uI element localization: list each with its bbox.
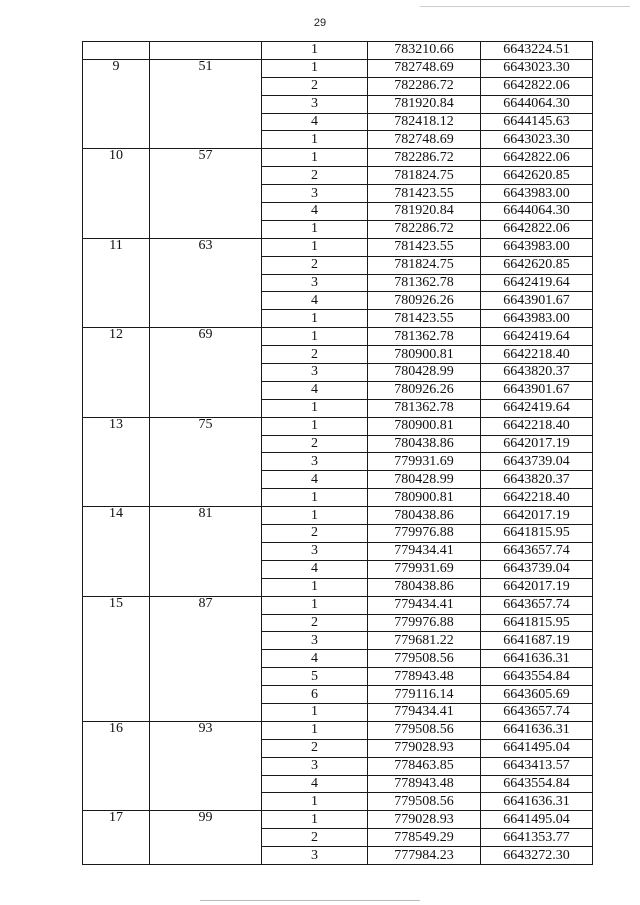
x-coordinate-cell: 780438.86: [368, 507, 481, 525]
point-number-cell: 1: [262, 328, 368, 346]
x-coordinate-cell: 779681.22: [368, 632, 481, 650]
x-coordinate-cell: 779508.56: [368, 793, 481, 811]
x-coordinate-cell: 782286.72: [368, 149, 481, 167]
point-number-cell: 1: [262, 220, 368, 238]
table-row: [83, 328, 593, 346]
x-coordinate-cell: 779976.88: [368, 614, 481, 632]
x-coordinate-cell: 780900.81: [368, 346, 481, 364]
point-number-cell: 2: [262, 435, 368, 453]
y-coordinate-cell: 6643739.04: [481, 560, 593, 578]
point-number-cell: 4: [262, 775, 368, 793]
point-number-cell: 4: [262, 471, 368, 489]
lot-id-cell: 81: [150, 507, 262, 596]
point-number-cell: 1: [262, 703, 368, 721]
coordinates-table: [82, 41, 593, 865]
table-row: [83, 507, 593, 525]
point-number-cell: 1: [262, 149, 368, 167]
x-coordinate-cell: 782748.69: [368, 59, 481, 77]
table-row: [83, 596, 593, 614]
table-row: [83, 59, 593, 77]
point-number-cell: 1: [262, 507, 368, 525]
x-coordinate-cell: 783210.66: [368, 42, 481, 60]
x-coordinate-cell: 780428.99: [368, 471, 481, 489]
point-number-cell: 3: [262, 453, 368, 471]
y-coordinate-cell: 6643901.67: [481, 381, 593, 399]
x-coordinate-cell: 780926.26: [368, 292, 481, 310]
y-coordinate-cell: 6643554.84: [481, 668, 593, 686]
point-number-cell: 2: [262, 739, 368, 757]
lot-id-cell: 99: [150, 811, 262, 865]
top-rule: [420, 6, 630, 7]
lot-number-cell: 13: [83, 417, 150, 506]
x-coordinate-cell: 779028.93: [368, 739, 481, 757]
y-coordinate-cell: 6641687.19: [481, 632, 593, 650]
y-coordinate-cell: 6643901.67: [481, 292, 593, 310]
y-coordinate-cell: 6643605.69: [481, 686, 593, 704]
y-coordinate-cell: 6641636.31: [481, 793, 593, 811]
point-number-cell: 4: [262, 113, 368, 131]
point-number-cell: 1: [262, 489, 368, 507]
lot-number-cell: 16: [83, 721, 150, 810]
y-coordinate-cell: 6643983.00: [481, 310, 593, 328]
table-row: [83, 417, 593, 435]
y-coordinate-cell: 6642218.40: [481, 417, 593, 435]
point-number-cell: 3: [262, 632, 368, 650]
x-coordinate-cell: 781824.75: [368, 256, 481, 274]
x-coordinate-cell: 781423.55: [368, 185, 481, 203]
y-coordinate-cell: 6642017.19: [481, 507, 593, 525]
lot-id-cell: 69: [150, 328, 262, 417]
point-number-cell: 1: [262, 399, 368, 417]
y-coordinate-cell: 6641815.95: [481, 614, 593, 632]
x-coordinate-cell: 779508.56: [368, 650, 481, 668]
y-coordinate-cell: 6641636.31: [481, 721, 593, 739]
point-number-cell: 2: [262, 614, 368, 632]
point-number-cell: 3: [262, 95, 368, 113]
x-coordinate-cell: 779976.88: [368, 525, 481, 543]
y-coordinate-cell: 6643739.04: [481, 453, 593, 471]
y-coordinate-cell: 6643224.51: [481, 42, 593, 60]
x-coordinate-cell: 778549.29: [368, 829, 481, 847]
lot-number-cell: 14: [83, 507, 150, 596]
point-number-cell: 4: [262, 560, 368, 578]
y-coordinate-cell: 6642218.40: [481, 346, 593, 364]
point-number-cell: 4: [262, 650, 368, 668]
x-coordinate-cell: 780438.86: [368, 435, 481, 453]
point-number-cell: 5: [262, 668, 368, 686]
y-coordinate-cell: 6641353.77: [481, 829, 593, 847]
y-coordinate-cell: 6643413.57: [481, 757, 593, 775]
point-number-cell: 1: [262, 793, 368, 811]
y-coordinate-cell: 6641495.04: [481, 811, 593, 829]
x-coordinate-cell: 779116.14: [368, 686, 481, 704]
x-coordinate-cell: 782418.12: [368, 113, 481, 131]
point-number-cell: 3: [262, 542, 368, 560]
y-coordinate-cell: 6642419.64: [481, 274, 593, 292]
x-coordinate-cell: 779508.56: [368, 721, 481, 739]
x-coordinate-cell: 781362.78: [368, 328, 481, 346]
point-number-cell: 1: [262, 59, 368, 77]
point-number-cell: 1: [262, 417, 368, 435]
point-number-cell: 4: [262, 292, 368, 310]
y-coordinate-cell: 6642017.19: [481, 435, 593, 453]
point-number-cell: 3: [262, 757, 368, 775]
x-coordinate-cell: 777984.23: [368, 847, 481, 865]
coordinates-table-body: [83, 42, 593, 865]
bottom-rule: [200, 900, 420, 901]
point-number-cell: 4: [262, 203, 368, 221]
y-coordinate-cell: 6642419.64: [481, 399, 593, 417]
x-coordinate-cell: 781362.78: [368, 274, 481, 292]
y-coordinate-cell: 6641815.95: [481, 525, 593, 543]
x-coordinate-cell: 778943.48: [368, 775, 481, 793]
x-coordinate-cell: 780438.86: [368, 578, 481, 596]
x-coordinate-cell: 779434.41: [368, 596, 481, 614]
y-coordinate-cell: 6644064.30: [481, 203, 593, 221]
page-number: 29: [313, 17, 327, 29]
x-coordinate-cell: 778463.85: [368, 757, 481, 775]
x-coordinate-cell: 780926.26: [368, 381, 481, 399]
point-number-cell: 2: [262, 77, 368, 95]
x-coordinate-cell: 780900.81: [368, 417, 481, 435]
point-number-cell: 6: [262, 686, 368, 704]
y-coordinate-cell: 6644145.63: [481, 113, 593, 131]
table-row: [83, 721, 593, 739]
y-coordinate-cell: 6642822.06: [481, 149, 593, 167]
x-coordinate-cell: 780900.81: [368, 489, 481, 507]
point-number-cell: 1: [262, 131, 368, 149]
x-coordinate-cell: 782748.69: [368, 131, 481, 149]
point-number-cell: 2: [262, 256, 368, 274]
y-coordinate-cell: 6643554.84: [481, 775, 593, 793]
y-coordinate-cell: 6642822.06: [481, 220, 593, 238]
point-number-cell: 1: [262, 310, 368, 328]
lot-number-cell: 15: [83, 596, 150, 721]
point-number-cell: 2: [262, 525, 368, 543]
y-coordinate-cell: 6642218.40: [481, 489, 593, 507]
x-coordinate-cell: 781362.78: [368, 399, 481, 417]
point-number-cell: 1: [262, 42, 368, 60]
point-number-cell: 2: [262, 167, 368, 185]
x-coordinate-cell: 781423.55: [368, 310, 481, 328]
y-coordinate-cell: 6644064.30: [481, 95, 593, 113]
point-number-cell: 3: [262, 364, 368, 382]
x-coordinate-cell: 779434.41: [368, 542, 481, 560]
x-coordinate-cell: 781920.84: [368, 95, 481, 113]
lot-id-cell: 57: [150, 149, 262, 238]
y-coordinate-cell: 6642419.64: [481, 328, 593, 346]
point-number-cell: 1: [262, 238, 368, 256]
x-coordinate-cell: 778943.48: [368, 668, 481, 686]
y-coordinate-cell: 6643983.00: [481, 185, 593, 203]
point-number-cell: 3: [262, 847, 368, 865]
lot-id-cell: 87: [150, 596, 262, 721]
y-coordinate-cell: 6642017.19: [481, 578, 593, 596]
x-coordinate-cell: 779434.41: [368, 703, 481, 721]
table-row: [83, 42, 593, 60]
x-coordinate-cell: 782286.72: [368, 220, 481, 238]
y-coordinate-cell: 6643820.37: [481, 471, 593, 489]
x-coordinate-cell: 781423.55: [368, 238, 481, 256]
lot-number-cell: [83, 42, 150, 60]
table-row: [83, 238, 593, 256]
y-coordinate-cell: 6643820.37: [481, 364, 593, 382]
y-coordinate-cell: 6641636.31: [481, 650, 593, 668]
x-coordinate-cell: 779028.93: [368, 811, 481, 829]
point-number-cell: 3: [262, 274, 368, 292]
lot-number-cell: 12: [83, 328, 150, 417]
y-coordinate-cell: 6642620.85: [481, 167, 593, 185]
lot-id-cell: 93: [150, 721, 262, 810]
point-number-cell: 2: [262, 829, 368, 847]
x-coordinate-cell: 779931.69: [368, 453, 481, 471]
lot-id-cell: 63: [150, 238, 262, 327]
y-coordinate-cell: 6643657.74: [481, 703, 593, 721]
point-number-cell: 1: [262, 721, 368, 739]
lot-id-cell: 75: [150, 417, 262, 506]
point-number-cell: 3: [262, 185, 368, 203]
point-number-cell: 1: [262, 596, 368, 614]
y-coordinate-cell: 6643023.30: [481, 131, 593, 149]
y-coordinate-cell: 6643657.74: [481, 596, 593, 614]
table-row: [83, 149, 593, 167]
point-number-cell: 4: [262, 381, 368, 399]
y-coordinate-cell: 6643023.30: [481, 59, 593, 77]
y-coordinate-cell: 6642822.06: [481, 77, 593, 95]
x-coordinate-cell: 780428.99: [368, 364, 481, 382]
y-coordinate-cell: 6641495.04: [481, 739, 593, 757]
lot-id-cell: [150, 42, 262, 60]
lot-number-cell: 9: [83, 59, 150, 148]
table-row: [83, 811, 593, 829]
x-coordinate-cell: 781824.75: [368, 167, 481, 185]
x-coordinate-cell: 782286.72: [368, 77, 481, 95]
y-coordinate-cell: 6643657.74: [481, 542, 593, 560]
x-coordinate-cell: 779931.69: [368, 560, 481, 578]
lot-number-cell: 11: [83, 238, 150, 327]
lot-number-cell: 10: [83, 149, 150, 238]
lot-id-cell: 51: [150, 59, 262, 148]
point-number-cell: 1: [262, 811, 368, 829]
y-coordinate-cell: 6643272.30: [481, 847, 593, 865]
x-coordinate-cell: 781920.84: [368, 203, 481, 221]
y-coordinate-cell: 6643983.00: [481, 238, 593, 256]
y-coordinate-cell: 6642620.85: [481, 256, 593, 274]
point-number-cell: 1: [262, 578, 368, 596]
lot-number-cell: 17: [83, 811, 150, 865]
point-number-cell: 2: [262, 346, 368, 364]
